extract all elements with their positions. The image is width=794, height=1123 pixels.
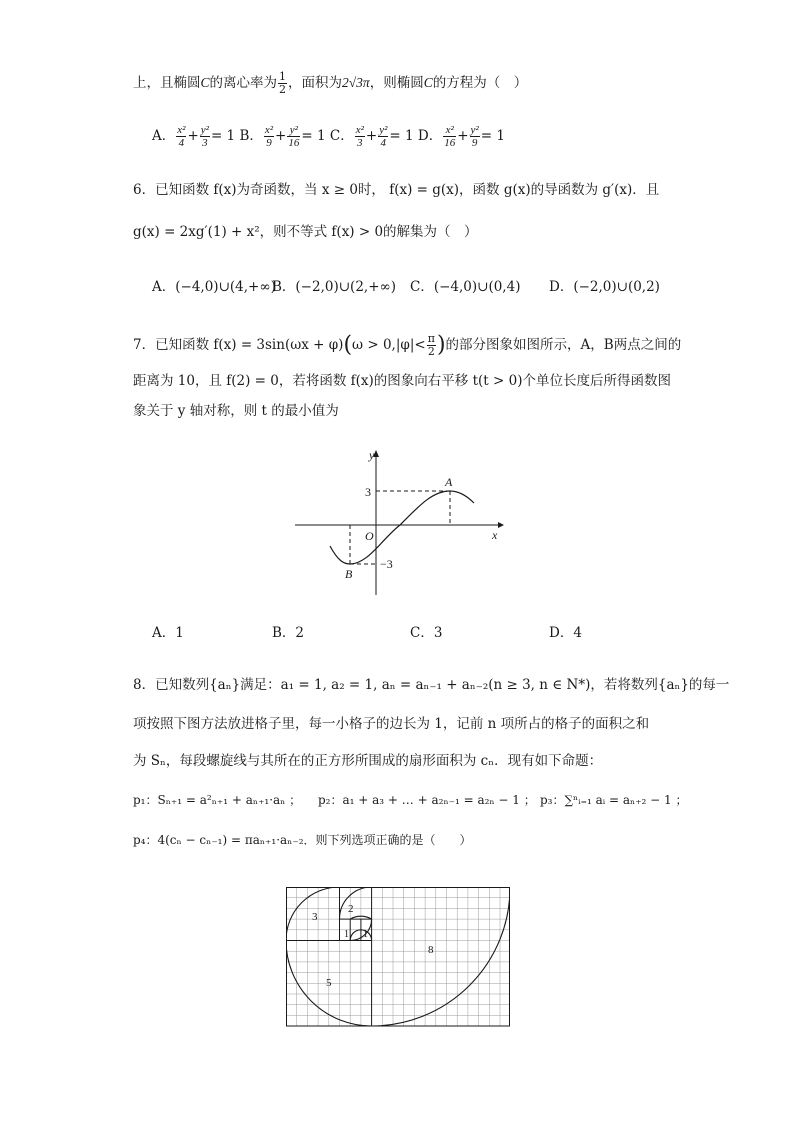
q7-option-c[interactable]: C．3 <box>410 625 443 641</box>
q5-option-a[interactable]: A． $\frac{\text{x²}}{4}$ + $\frac{\text{y²}}{3}$ = 1 <box>152 124 236 149</box>
point-b-label: B <box>345 567 353 581</box>
q5-option-c[interactable]: C． $\frac{\text{x²}}{3}$ + $\frac{\text{y²}}{4}$ = 1 <box>329 124 414 149</box>
q7-line-3: 象关于 y 轴对称，则 t 的最小值为 <box>133 403 339 419</box>
x-axis-arrow <box>498 522 504 528</box>
square-label-1b: 1 <box>363 929 368 940</box>
q8-proposition-4: p₄：4(cₙ − cₙ₋₁) = πaₙ₊₁·aₙ₋₂．则下列选项正确的是（ ） <box>133 833 472 847</box>
q5-option-d[interactable]: D． $\frac{\text{x²}}{16}$ + $\frac{\text{y²}}{9}$ = 1 <box>417 124 505 149</box>
origin-label: O <box>365 529 374 543</box>
q7-option-b[interactable]: B．2 <box>272 625 305 641</box>
square-label-3: 3 <box>312 911 318 923</box>
eccentricity-fraction: $\frac{1}{2}$ <box>279 70 287 96</box>
q5-stem: 上，且椭圆C的离心率为 $\frac{1}{2}$ ，面积为2√3π，则椭圆C的方程为（ ） <box>133 70 528 96</box>
x-axis-label: x <box>492 528 498 542</box>
q8-line-3: 为 Sₙ，每段螺旋线与其所在的正方形所围成的扇形面积为 cₙ．现有如下命题： <box>133 753 603 769</box>
q7-option-a[interactable]: A．1 <box>152 625 184 641</box>
sine-curve <box>330 491 474 564</box>
square-label-2: 2 <box>348 903 354 915</box>
q5-option-b[interactable]: B． $\frac{\text{x²}}{9}$ + $\frac{\text{y²}}{16}$ = 1 <box>239 124 326 149</box>
square-label-8: 8 <box>428 944 434 956</box>
q8-proposition-2: p₂：a₁ + a₃ + … + a₂ₙ₋₁ = a₂ₙ − 1 ； <box>318 793 536 807</box>
y-max-label: 3 <box>365 485 371 499</box>
q6-option-d[interactable]: D．(−2,0)∪(0,2) <box>549 279 660 295</box>
square-boundaries <box>286 887 510 1026</box>
q7-line-2: 距离为 10，且 f(2) = 0，若将函数 f(x)的图象向右平移 t(t > 0)个单位长度后所得函数图 <box>133 373 671 389</box>
q8-proposition-3: p₃：∑ⁿᵢ₌₁ aᵢ = aₙ₊₂ − 1 ； <box>540 793 688 807</box>
fibonacci-spiral <box>286 887 510 1026</box>
q6-line-2: g(x) = 2xg′(1) + x²，则不等式 f(x) > 0的解集为（ ） <box>133 224 478 240</box>
point-a-label: A <box>445 475 453 489</box>
q6-option-a[interactable]: A．(−4,0)∪(4,+∞) <box>152 279 276 295</box>
y-axis-label: y <box>369 448 375 462</box>
q6-option-b[interactable]: B．(−2,0)∪(2,+∞) <box>272 279 397 295</box>
pi-over-two: $\frac{\pi}{2}$ <box>427 332 435 358</box>
q7-line-1: 7．已知函数 f(x) = 3sin(ωx + φ)(ω > 0,|φ|< $\frac{\pi}{2}$ )的部分图象如图所示，A，B两点之间的 <box>133 332 682 358</box>
q5-options <box>152 124 505 149</box>
q8-line-2: 项按照下图方法放进格子里，每一小格子的边长为 1，记前 n 项所占的格子的面积之和 <box>133 716 650 732</box>
q8-proposition-1: p₁：Sₙ₊₁ = a²ₙ₊₁ + aₙ₊₁·aₙ ； <box>133 793 302 807</box>
fibonacci-spiral-figure <box>286 887 510 1027</box>
square-label-1a: 1 <box>344 929 349 940</box>
q8-line-1: 8．已知数列{aₙ}满足：a₁ = 1, a₂ = 1, aₙ = aₙ₋₁ + aₙ₋₂(n ≥ 3, n ∈ N*)，若将数列{aₙ}的每一 <box>133 677 730 693</box>
q6-line-1: 6．已知函数 f(x)为奇函数，当 x ≥ 0时， f(x) = g(x)，函数 g(x)的导函数为 g′(x)．且 <box>133 182 660 198</box>
q6-option-c[interactable]: C．(−4,0)∪(0,4) <box>410 279 521 295</box>
unit-grid <box>286 887 510 1026</box>
q7-option-d[interactable]: D．4 <box>549 625 582 641</box>
sine-graph <box>290 445 520 605</box>
square-label-5: 5 <box>326 977 332 989</box>
y-min-label: −3 <box>380 557 393 571</box>
